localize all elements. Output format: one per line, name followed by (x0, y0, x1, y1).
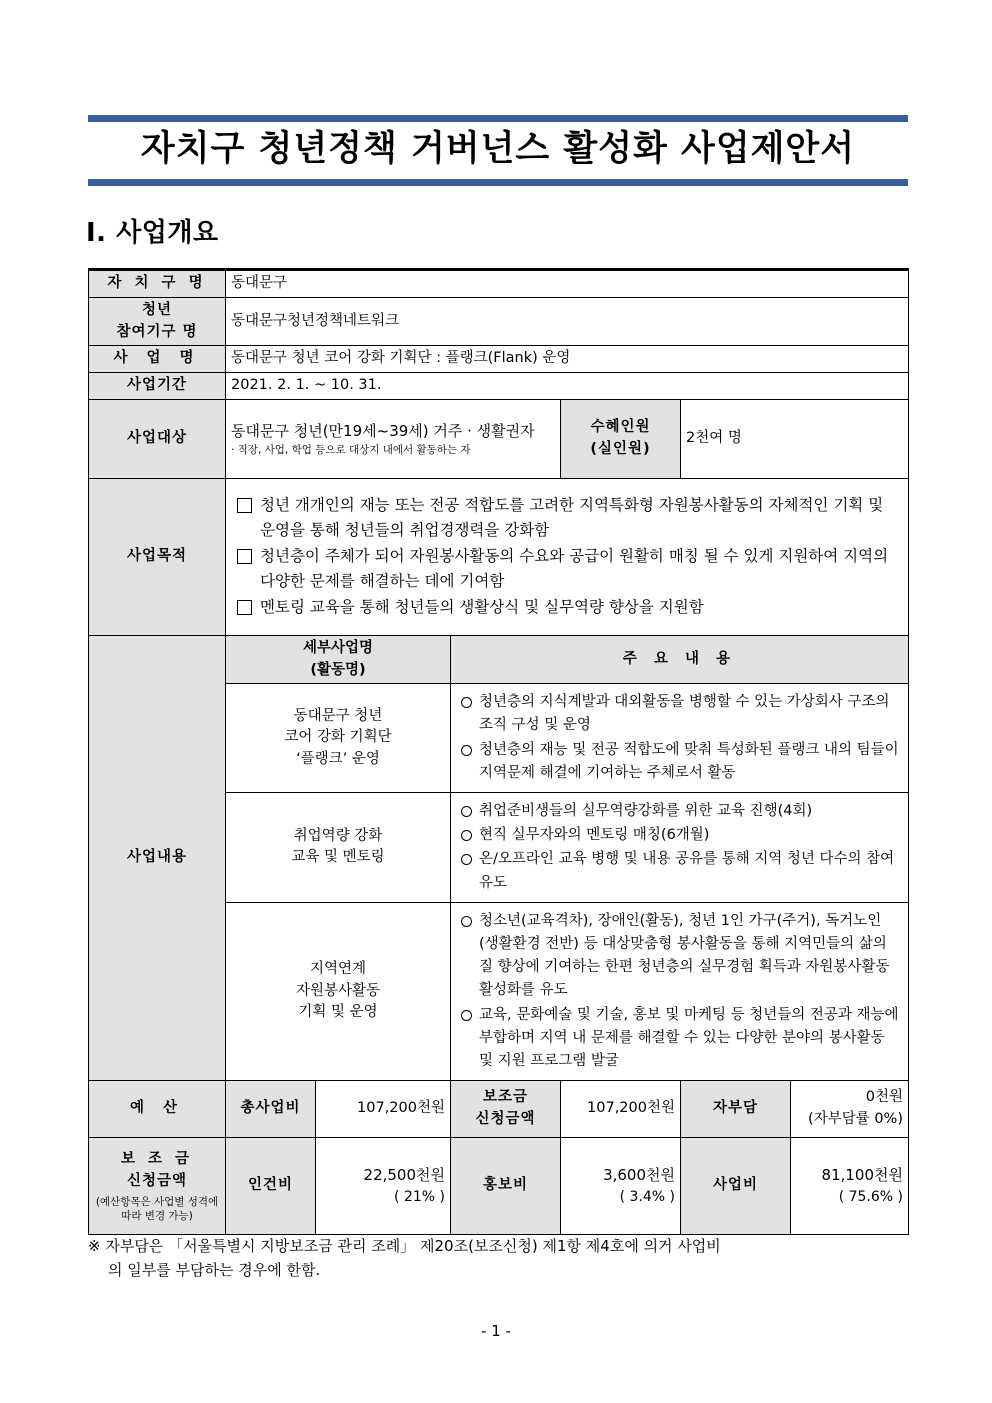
bullet-text: 청년층의 지식계발과 대외활동을 병행할 수 있는 가상회사 구조의 조직 구성 및 운영 (479, 694, 890, 734)
contents-col1-header-line1: 세부사업명 (302, 639, 374, 656)
purpose-item-text: 청년 개개인의 재능 또는 전공 적합도를 고려한 지역특화형 자원봉사활동의 자체적인 기획 및 운영을 통해 청년들의 취업경쟁력을 강화함 (260, 495, 884, 540)
contents-detail (451, 793, 909, 903)
section-heading: I. 사업개요 (86, 218, 219, 248)
purpose-item-text: 청년층이 주체가 되어 자원봉사활동의 수요와 공급이 원활히 매칭 될 수 있게 지원하여 지역의 다양한 문제를 해결하는 데에 기여함 (260, 547, 889, 591)
bullet-text: 청소년(교육격차), 장애인(활동), 청년 1인 가구(주거), 독거노인(생활환경 전반) 등 대상맞춤형 봉사활동을 통해 지역민들의 삶의 질 향상에 기여하는 한편 청년층의 실무경험 획득과 자원봉사활동 활성화를 유도 (479, 912, 890, 999)
contents-detail (451, 902, 909, 1080)
contents-col1-header (226, 635, 451, 684)
table-row-target (89, 399, 909, 478)
purpose-label: 사업목적 (89, 478, 226, 635)
org-label-line2: 참여기구 명 (116, 323, 198, 340)
bullet-item (458, 848, 901, 894)
bullet-list (456, 795, 903, 900)
budget-self-value-line2: (자부담률 0%) (808, 1111, 903, 1128)
checkbox-icon (237, 600, 252, 615)
beneficiary-label-line2: (실인원) (590, 440, 651, 457)
bullet-list (456, 686, 903, 790)
org-value: 동대문구청년정책네트워크 (226, 297, 909, 346)
bullet-text: 청년층의 재능 및 전공 적합도에 맞춰 특성화된 플랭크 내의 팀들이 지역문제 해결에 기여하는 주체로서 활동 (479, 741, 899, 781)
purpose-item (235, 493, 901, 543)
title-rule-bottom (88, 179, 908, 186)
project-name-label: 사 업 명 (89, 346, 226, 373)
contents-subname-line: 지역연계 (309, 960, 367, 977)
circle-bullet-icon (461, 697, 472, 708)
subsidy-breakdown-label-line2: 신청금액 (126, 1172, 188, 1189)
footnote-line2: 의 일부를 부담하는 경우에 한함. (108, 1261, 321, 1279)
budget-subsidy-label-line1: 보조금 (482, 1089, 529, 1106)
bullet-item (458, 824, 901, 847)
purpose-item-text: 멘토링 교육을 통해 청년들의 생활상식 및 실무역량 향상을 지원함 (260, 598, 704, 617)
contents-subname-line: 교육 및 멘토링 (291, 849, 385, 866)
bullet-text: 교육, 문화예술 및 기술, 홍보 및 마케팅 등 청년들의 전공과 재능에 부합하며 지역 내 문제를 해결할 수 있는 다양한 분야의 봉사활동 및 지원 프로그램 발굴 (479, 1006, 899, 1069)
purpose-value (226, 478, 909, 635)
table-row-period (89, 373, 909, 400)
org-label (89, 297, 226, 346)
overview-table (88, 268, 909, 1235)
contents-col2-header: 주 요 내 용 (451, 635, 909, 684)
subsidy-item-name: 인건비 (226, 1138, 316, 1235)
purpose-item (235, 595, 901, 620)
contents-subname-line: ‘플랭크’ 운영 (296, 751, 380, 767)
subsidy-breakdown-label (89, 1138, 226, 1235)
target-note-text: · 직장, 사업, 학업 등으로 대상지 내에서 활동하는 자 (231, 444, 471, 457)
beneficiary-label (561, 399, 681, 478)
subsidy-item-percent: ( 21% ) (394, 1188, 445, 1205)
title-rule-top (88, 115, 908, 122)
period-value: 2021. 2. 1. ~ 10. 31. (226, 373, 909, 400)
subsidy-item-amount: 3,600천원 (603, 1166, 675, 1185)
contents-subname (226, 793, 451, 903)
circle-bullet-icon (461, 745, 472, 756)
contents-detail (451, 684, 909, 793)
beneficiary-value: 2천여 명 (681, 399, 909, 478)
table-row-project-name (89, 346, 909, 373)
contents-col1-header-line2: (활동명) (310, 661, 366, 678)
purpose-list (231, 486, 903, 628)
contents-subname-line: 자원봉사활동 (295, 982, 381, 999)
subsidy-item-percent: ( 75.6% ) (838, 1188, 903, 1205)
document-title-block (88, 115, 908, 186)
bullet-text: 취업준비생들의 실무역량강화를 위한 교육 진행(4회) (479, 803, 813, 819)
circle-bullet-icon (461, 830, 472, 841)
table-row-district (89, 270, 909, 298)
budget-subsidy-label-line2: 신청금액 (475, 1111, 536, 1128)
bullet-item (458, 739, 901, 785)
subsidy-item-amount: 81,100천원 (821, 1166, 903, 1185)
checkbox-icon (237, 549, 252, 564)
page-number: - 1 - (481, 1322, 511, 1340)
bullet-item (458, 1004, 901, 1074)
period-label: 사업기간 (89, 373, 226, 400)
budget-self-label: 자부담 (681, 1081, 791, 1138)
page-title: 자치구 청년정책 거버넌스 활성화 사업제안서 (140, 129, 856, 169)
bullet-item (458, 800, 901, 823)
contents-subname (226, 684, 451, 793)
table-row-purpose (89, 478, 909, 635)
overview-table-wrapper (88, 268, 908, 1235)
bullet-item (458, 910, 901, 1003)
budget-subsidy-value: 107,200천원 (561, 1081, 681, 1138)
circle-bullet-icon (461, 1010, 472, 1021)
contents-subname-line: 코어 강화 기획단 (284, 729, 392, 746)
target-label: 사업대상 (89, 399, 226, 478)
table-row-contents-header (89, 635, 909, 684)
target-value (226, 399, 561, 478)
budget-label: 예 산 (89, 1081, 226, 1138)
beneficiary-label-line1: 수혜인원 (590, 419, 651, 435)
circle-bullet-icon (461, 806, 472, 817)
budget-total-value: 107,200천원 (316, 1081, 451, 1138)
circle-bullet-icon (461, 854, 472, 865)
contents-label: 사업내용 (89, 635, 226, 1080)
subsidy-breakdown-label-note: (예산항목은 사업별 성격에 따라 변경 가능) (95, 1195, 219, 1222)
contents-subname-line: 동대문구 청년 (293, 707, 383, 724)
table-row-org (89, 297, 909, 346)
subsidy-item-percent: ( 3.4% ) (619, 1188, 675, 1205)
budget-self-value (791, 1081, 909, 1138)
target-main-text: 동대문구 청년(만19세~39세) 거주 · 생활권자 (231, 421, 535, 440)
contents-subname (226, 902, 451, 1080)
circle-bullet-icon (461, 916, 472, 927)
footnote (88, 1234, 918, 1282)
subsidy-breakdown-label-line1: 보 조 금 (120, 1151, 194, 1168)
org-label-line1: 청년 (141, 301, 172, 318)
subsidy-item-value (791, 1138, 909, 1235)
checkbox-icon (237, 498, 252, 513)
budget-self-value-line1: 0천원 (865, 1089, 903, 1106)
footnote-line1: ※ 자부담은 「서울특별시 지방보조금 관리 조례」 제20조(보조신청) 제1항 제4호에 의거 사업비 (88, 1237, 721, 1255)
table-row-budget (89, 1081, 909, 1138)
purpose-item (235, 544, 901, 594)
subsidy-item-value (316, 1138, 451, 1235)
contents-subname-line: 기획 및 운영 (298, 1004, 378, 1021)
table-row-subsidy-breakdown (89, 1138, 909, 1235)
subsidy-item-name: 홍보비 (451, 1138, 561, 1235)
bullet-text: 온/오프라인 교육 병행 및 내용 공유를 통해 지역 청년 다수의 참여 유도 (479, 851, 895, 891)
district-value: 동대문구 (226, 270, 909, 298)
contents-subname-line: 취업역량 강화 (293, 827, 383, 844)
bullet-text: 현직 실무자와의 멘토링 매칭(6개월) (479, 827, 710, 844)
budget-total-label: 총사업비 (226, 1081, 316, 1138)
bullet-item (458, 691, 901, 737)
bullet-list (456, 905, 903, 1078)
budget-subsidy-label (451, 1081, 561, 1138)
subsidy-item-name: 사업비 (681, 1138, 791, 1235)
subsidy-item-value (561, 1138, 681, 1235)
subsidy-item-amount: 22,500천원 (363, 1166, 445, 1185)
district-label: 자 치 구 명 (89, 270, 226, 298)
project-name-value: 동대문구 청년 코어 강화 기획단 : 플랭크(Flank) 운영 (226, 346, 909, 373)
